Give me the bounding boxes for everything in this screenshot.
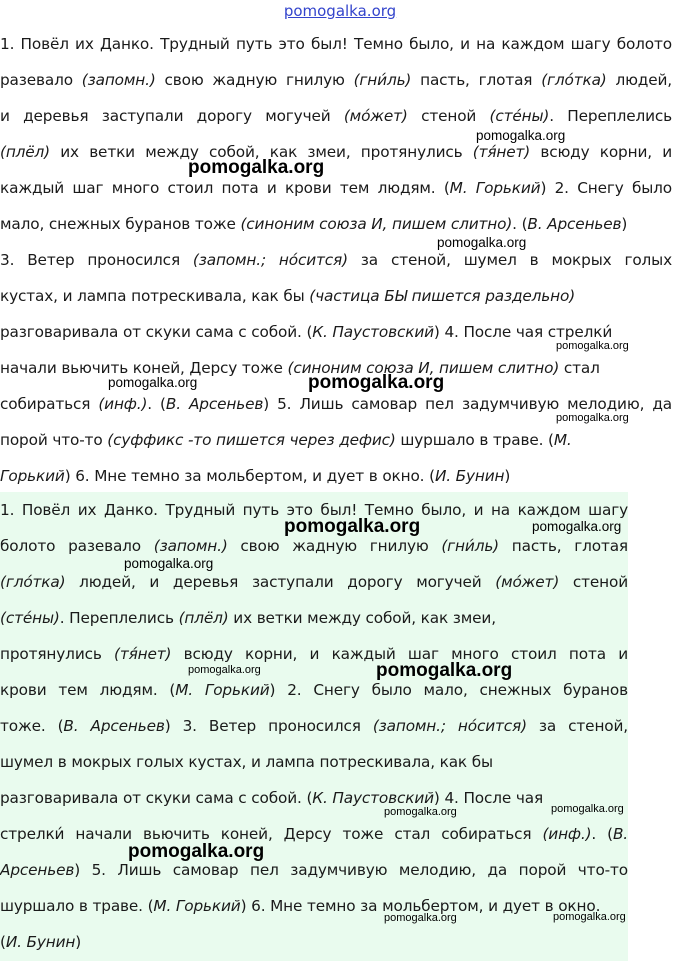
text-line <box>0 242 672 278</box>
hint-text: (гло́тка) <box>541 71 607 89</box>
hint-text: (сте́ны) <box>0 609 60 627</box>
text-run: за стеной, шумел в мокрых голых <box>347 251 672 269</box>
text-line <box>0 564 628 600</box>
text-run: ) 5. Лишь самовар пел задумчивую мелодию, да порой что-то <box>74 861 628 879</box>
text-run: шуршало в траве. ( <box>395 431 554 449</box>
hint-text: (мо́жет) <box>343 107 408 125</box>
text-run: . ( <box>591 825 613 843</box>
watermark-text: pomogalka.org <box>532 519 622 534</box>
hint-text: В. <box>612 825 628 843</box>
hint-text: В. Арсеньев <box>63 717 165 735</box>
text-run: ) <box>504 467 511 485</box>
text-run: собираться <box>0 395 99 413</box>
watermark-text: pomogalka.org <box>551 803 624 815</box>
text-run: 1. Повёл их Данко. Трудный путь это был! Темно было, и на каждом шагу <box>0 501 628 519</box>
text-run: разговаривала от скуки сама с собой. ( <box>0 789 313 807</box>
text-run: ) 3. Ветер проносился <box>164 717 373 735</box>
hint-text: (плёл) <box>178 609 229 627</box>
text-run: шуршало в траве. ( <box>0 897 154 915</box>
text-run: ) 2. Снегу было мало, снежных буранов <box>269 681 628 699</box>
text-run: 1. Повёл их Данко. Трудный путь это был! Темно было, и на каждом шагу болото <box>0 35 672 53</box>
text-line <box>0 852 628 888</box>
text-line <box>0 458 672 494</box>
hint-text: К. Паустовский <box>312 789 434 807</box>
text-run: разговаривала от скуки сама с собой. ( <box>0 323 313 341</box>
text-line <box>0 744 628 780</box>
text-run: ) 6. Мне темно за мольбертом, и дует в окно. ( <box>64 467 435 485</box>
hint-text: (синоним союза И, пишем слитно) <box>287 359 560 377</box>
text-line <box>0 206 672 242</box>
text-run: их ветки между собой, как змеи, протянулись <box>50 143 473 161</box>
watermark-text: pomogalka.org <box>553 911 626 923</box>
text-line <box>0 98 672 134</box>
text-run: всюду корни, и <box>530 143 673 161</box>
watermark-text: pomogalka.org <box>188 157 325 178</box>
text-run: ) 6. Мне темно за мольбертом, и дует в окно. <box>240 897 601 915</box>
hint-text: (запомн.) <box>81 71 156 89</box>
hint-text: (инф.) <box>542 825 592 843</box>
hint-text: В. Арсеньев <box>165 395 264 413</box>
text-run: ) <box>621 215 628 233</box>
hint-text: М. <box>553 431 572 449</box>
text-line <box>0 708 628 744</box>
text-line <box>0 636 628 672</box>
text-line <box>0 672 628 708</box>
text-line <box>0 278 672 314</box>
text-line <box>0 170 672 206</box>
hint-text: (тя́нет) <box>114 645 172 663</box>
text-run: мало, снежных буранов тоже <box>0 215 241 233</box>
hint-text: (инф.) <box>98 395 148 413</box>
text-run: . Переплелись <box>549 107 673 125</box>
hint-text: К. Паустовский <box>312 323 434 341</box>
text-line <box>0 924 628 960</box>
text-run: порой что-то <box>0 431 108 449</box>
text-run: ) 2. Снегу было <box>540 179 672 197</box>
text-line <box>0 888 628 924</box>
text-line <box>0 386 672 422</box>
hint-text: (гни́ль) <box>441 537 500 555</box>
watermark-text: pomogalka.org <box>384 912 457 924</box>
text-run: стрелки́ начали вьючить коней, Дерсу тоже стал собираться <box>0 825 543 843</box>
hint-text: (синоним союза И, пишем слитно) <box>240 215 513 233</box>
hint-text: М. Горький <box>449 179 541 197</box>
text-run: начали вьючить коней, Дерсу тоже <box>0 359 288 377</box>
text-run: . ( <box>512 215 528 233</box>
text-run: шумел в мокрых голых кустах, и лампа потрескивала, как бы <box>0 753 493 771</box>
hint-text: М. Горький <box>153 897 241 915</box>
watermark-text: pomogalka.org <box>308 372 445 393</box>
hint-text: И. Бунин <box>5 933 76 951</box>
text-run: тоже. ( <box>0 717 64 735</box>
text-run: людей, и деревья заступали дорогу могучей <box>65 573 496 591</box>
text-run: крови тем людям. ( <box>0 681 176 699</box>
text-run: стеной <box>559 573 628 591</box>
watermark-text: pomogalka.org <box>437 235 527 250</box>
text-run: ) 4. После чая <box>433 789 544 807</box>
hint-text: (мо́жет) <box>495 573 560 591</box>
text-run: болото разевало <box>0 537 154 555</box>
watermark-text: pomogalka.org <box>284 516 421 537</box>
watermark-text: pomogalka.org <box>384 806 457 818</box>
hint-text: (запомн.; но́сится) <box>372 717 527 735</box>
text-run: стеной <box>407 107 490 125</box>
text-run: за стеной, <box>526 717 629 735</box>
watermark-text: pomogalka.org <box>556 412 629 424</box>
text-run: свою жадную гнилую <box>227 537 442 555</box>
task-text <box>0 26 672 494</box>
hint-text: М. Горький <box>175 681 270 699</box>
watermark-text: pomogalka.org <box>128 841 265 862</box>
hint-text: (частица БЫ пишется раздельно) <box>309 287 576 305</box>
text-line <box>0 816 628 852</box>
text-run: людей, <box>606 71 672 89</box>
watermark-text: pomogalka.org <box>556 340 629 352</box>
text-line <box>0 528 628 564</box>
hint-text: В. Арсеньев <box>527 215 622 233</box>
text-run: ( <box>0 933 6 951</box>
watermark-text: pomogalka.org <box>476 128 566 143</box>
hint-text: (запомн.) <box>153 537 228 555</box>
text-line <box>0 26 672 62</box>
text-line <box>0 350 672 386</box>
hint-text: (запомн.; но́сится) <box>192 251 348 269</box>
text-run: ) 5. Лишь самовар пел задумчивую мелодию, да <box>263 395 672 413</box>
text-line <box>0 134 672 170</box>
text-run: стал <box>559 359 600 377</box>
text-run: свою жадную гнилую <box>155 71 354 89</box>
text-run: . ( <box>147 395 166 413</box>
text-run: протянулись <box>0 645 114 663</box>
text-run: разевало <box>0 71 82 89</box>
text-line <box>0 780 628 816</box>
watermark-text: pomogalka.org <box>124 556 214 571</box>
text-run: каждый шаг много стоил пота и крови тем людям. ( <box>0 179 450 197</box>
text-run: их ветки между собой, как змеи, <box>228 609 496 627</box>
text-run: всюду корни, и каждый шаг много стоил пота и <box>171 645 628 663</box>
watermark-text: pomogalka.org <box>108 375 198 390</box>
hint-text: (гни́ль) <box>353 71 412 89</box>
text-run: . Переплелись <box>59 609 179 627</box>
text-line <box>0 314 672 350</box>
text-run: кустах, и лампа потрескивала, как бы <box>0 287 310 305</box>
answer-text <box>0 492 628 961</box>
site-header-logo[interactable]: pomogalka.org <box>283 2 397 20</box>
hint-text: (гло́тка) <box>0 573 66 591</box>
text-run: ) 4. После чая стрелки́ <box>433 323 613 341</box>
hint-text: (сте́ны) <box>489 107 550 125</box>
text-run: и деревья заступали дорогу могучей <box>0 107 344 125</box>
watermark-text: pomogalka.org <box>188 664 261 676</box>
hint-text: (плёл) <box>0 143 51 161</box>
hint-text: Арсеньев <box>0 861 75 879</box>
text-line <box>0 422 672 458</box>
text-run: ) <box>75 933 82 951</box>
hint-text: (суффикс -то пишется через дефис) <box>107 431 396 449</box>
hint-text: И. Бунин <box>434 467 505 485</box>
watermark-text: pomogalka.org <box>376 660 513 681</box>
text-run: 3. Ветер проносился <box>0 251 193 269</box>
text-run: пасть, глотая <box>499 537 628 555</box>
text-line <box>0 492 628 528</box>
text-line <box>0 600 628 636</box>
hint-text: Горький <box>0 467 65 485</box>
text-run: пасть, глотая <box>411 71 542 89</box>
hint-text: (тя́нет) <box>472 143 531 161</box>
text-line <box>0 62 672 98</box>
